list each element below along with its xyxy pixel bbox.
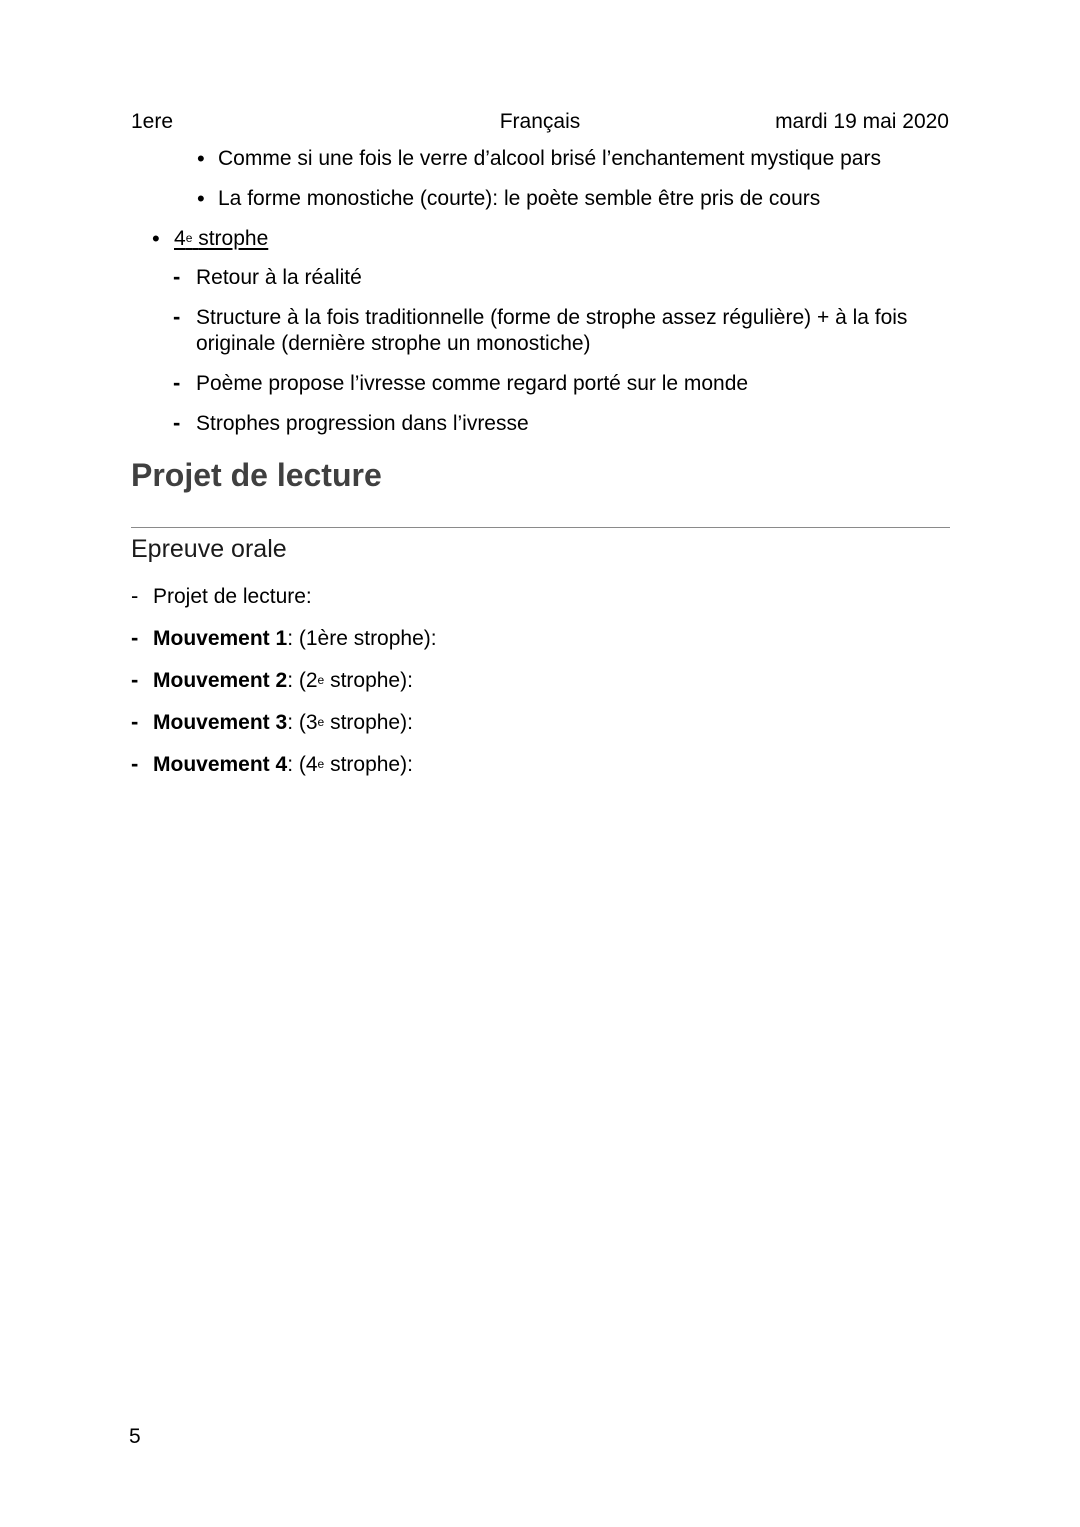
movement-item: Mouvement 3: (3e strophe):: [153, 711, 413, 734]
stanza-4-heading: 4e strophe: [174, 227, 269, 250]
divider: [131, 527, 950, 528]
header-date-label: mardi 19 mai 2020: [775, 110, 949, 133]
dash-icon: -: [131, 625, 139, 650]
page-number: 5: [129, 1425, 141, 1448]
dash-icon: -: [131, 709, 139, 734]
list-item: Retour à la réalité: [196, 266, 362, 289]
section-title: Projet de lecture: [131, 457, 382, 493]
movement-item: Mouvement 4: (4e strophe):: [153, 753, 413, 776]
header-class-label: 1ere: [131, 110, 174, 133]
movement-item: Mouvement 1: (1ère strophe):: [153, 627, 437, 650]
list-item: La forme monostiche (courte): le poète semble être pris de cours: [218, 187, 821, 210]
dash-icon: -: [173, 304, 181, 329]
list-item: Projet de lecture:: [153, 585, 312, 608]
subheading: Epreuve orale: [131, 535, 287, 563]
list-item-continuation: originale (dernière strophe un monostiche): [196, 332, 591, 355]
dash-icon: -: [173, 410, 181, 435]
movement-item: Mouvement 2: (2e strophe):: [153, 669, 413, 692]
dash-icon: -: [131, 667, 139, 692]
dash-icon: -: [131, 583, 139, 608]
list-item: Poème propose l’ivresse comme regard porté sur le monde: [196, 372, 749, 395]
header-subject-label: Français: [499, 110, 581, 133]
bullet-dot-icon: •: [197, 186, 205, 211]
list-item: Comme si une fois le verre d’alcool brisé l’enchantement mystique pars: [218, 147, 881, 170]
dash-icon: -: [173, 264, 181, 289]
bullet-dot-icon: •: [197, 146, 205, 171]
list-item: Strophes progression dans l’ivresse: [196, 412, 529, 435]
bullet-dot-icon: •: [152, 226, 160, 251]
dash-icon: -: [173, 370, 181, 395]
dash-icon: -: [131, 751, 139, 776]
list-item: Structure à la fois traditionnelle (forme de strophe assez régulière) + à la fois: [196, 306, 908, 329]
